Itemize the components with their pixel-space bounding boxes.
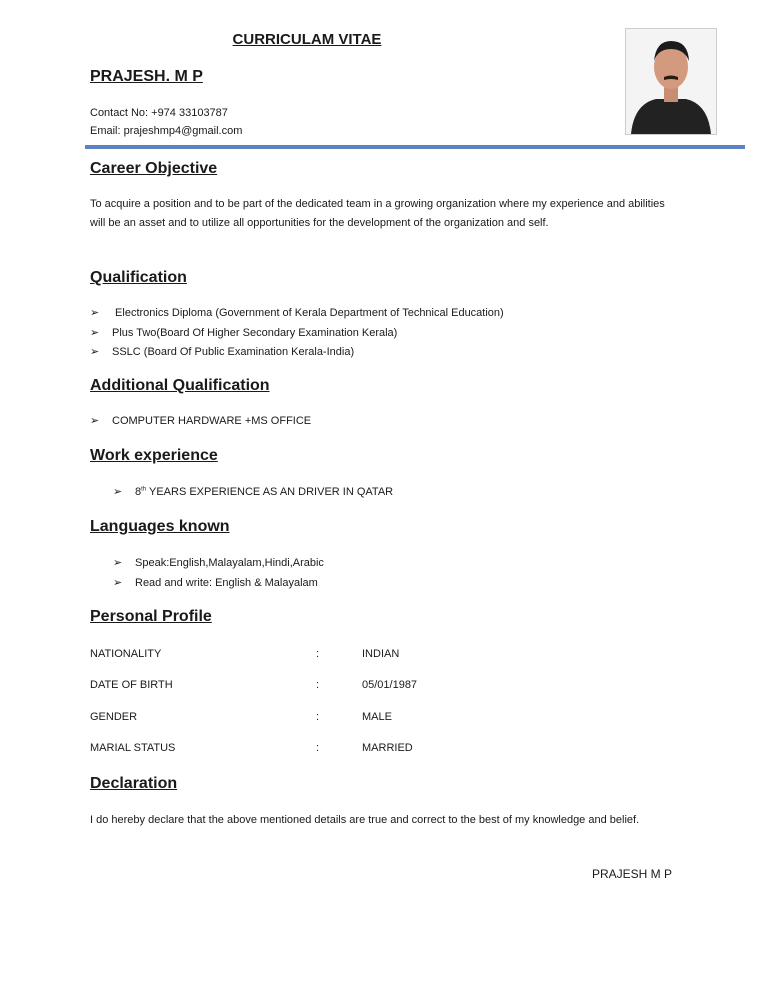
list-item <box>90 345 504 358</box>
additional-qualification-heading: Additional Qualification <box>90 377 270 394</box>
ordinal-suffix: th <box>141 486 147 493</box>
candidate-name: PRAJESH. M P <box>90 68 203 85</box>
dob-label: DATE OF BIRTH <box>90 679 173 691</box>
email: Email: prajeshmp4@gmail.com <box>90 125 243 137</box>
declaration-heading: Declaration <box>90 775 178 792</box>
bullet-arrow-icon: ➢ <box>113 486 123 498</box>
marital-status-value: MARRIED <box>362 742 413 754</box>
gender-label: GENDER <box>90 711 138 723</box>
gender-value: MALE <box>362 711 392 723</box>
dob-value: 05/01/1987 <box>362 679 418 691</box>
bullet-arrow-icon: ➢ <box>90 346 100 358</box>
separator: : <box>316 679 320 691</box>
profile-photo <box>625 28 717 135</box>
nationality-label: NATIONALITY <box>90 648 162 660</box>
qualification-text: Plus Two(Board Of Higher Secondary Examination Kerala) <box>112 326 398 339</box>
additional-qualification-text: COMPUTER HARDWARE +MS OFFICE <box>112 415 312 427</box>
signature-name: PRAJESH M P <box>592 867 673 881</box>
work-years: 8 <box>135 486 142 498</box>
bullet-arrow-icon: ➢ <box>113 576 123 589</box>
qualification-heading: Qualification <box>90 269 187 286</box>
list-item <box>90 414 311 427</box>
list-item <box>113 485 393 498</box>
contact-number: Contact No: +974 33103787 <box>90 107 228 119</box>
marital-status-label: MARIAL STATUS <box>90 742 176 754</box>
personal-profile-heading: Personal Profile <box>90 608 212 625</box>
separator: : <box>316 742 320 754</box>
document-title: CURRICULAM VITAE <box>232 31 382 48</box>
career-objective-heading: Career Objective <box>90 160 218 177</box>
work-experience-heading: Work experience <box>90 447 218 464</box>
list-item <box>113 576 324 589</box>
list-item <box>90 306 504 326</box>
list-item <box>113 556 324 576</box>
career-objective-text: To acquire a position and to be part of the dedicated team in a growing organization where my experience and abilities will be an asset and to utilize all opportunities for the development of the organization and self. <box>90 198 665 229</box>
language-text: Read and write: English & Malayalam <box>135 576 318 589</box>
declaration-text: I do hereby declare that the above mentioned details are true and correct to the best of my knowledge and belief. <box>90 814 640 826</box>
language-text: Speak:English,Malayalam,Hindi,Arabic <box>135 557 324 569</box>
work-text: YEARS EXPERIENCE AS AN DRIVER IN QATAR <box>146 486 394 498</box>
bullet-arrow-icon: ➢ <box>90 415 100 427</box>
bullet-arrow-icon: ➢ <box>90 326 100 339</box>
separator: : <box>316 711 320 723</box>
bullet-arrow-icon: ➢ <box>90 307 100 319</box>
qualification-text: SSLC (Board Of Public Examination Kerala-India) <box>112 346 355 358</box>
qualification-text: Electronics Diploma (Government of Kerala Department of Technical Education) <box>112 307 504 319</box>
header-divider <box>85 145 745 149</box>
list-item <box>90 326 504 346</box>
bullet-arrow-icon: ➢ <box>113 557 123 569</box>
separator: : <box>316 648 320 660</box>
languages-heading: Languages known <box>90 518 230 535</box>
nationality-value: INDIAN <box>362 648 400 660</box>
